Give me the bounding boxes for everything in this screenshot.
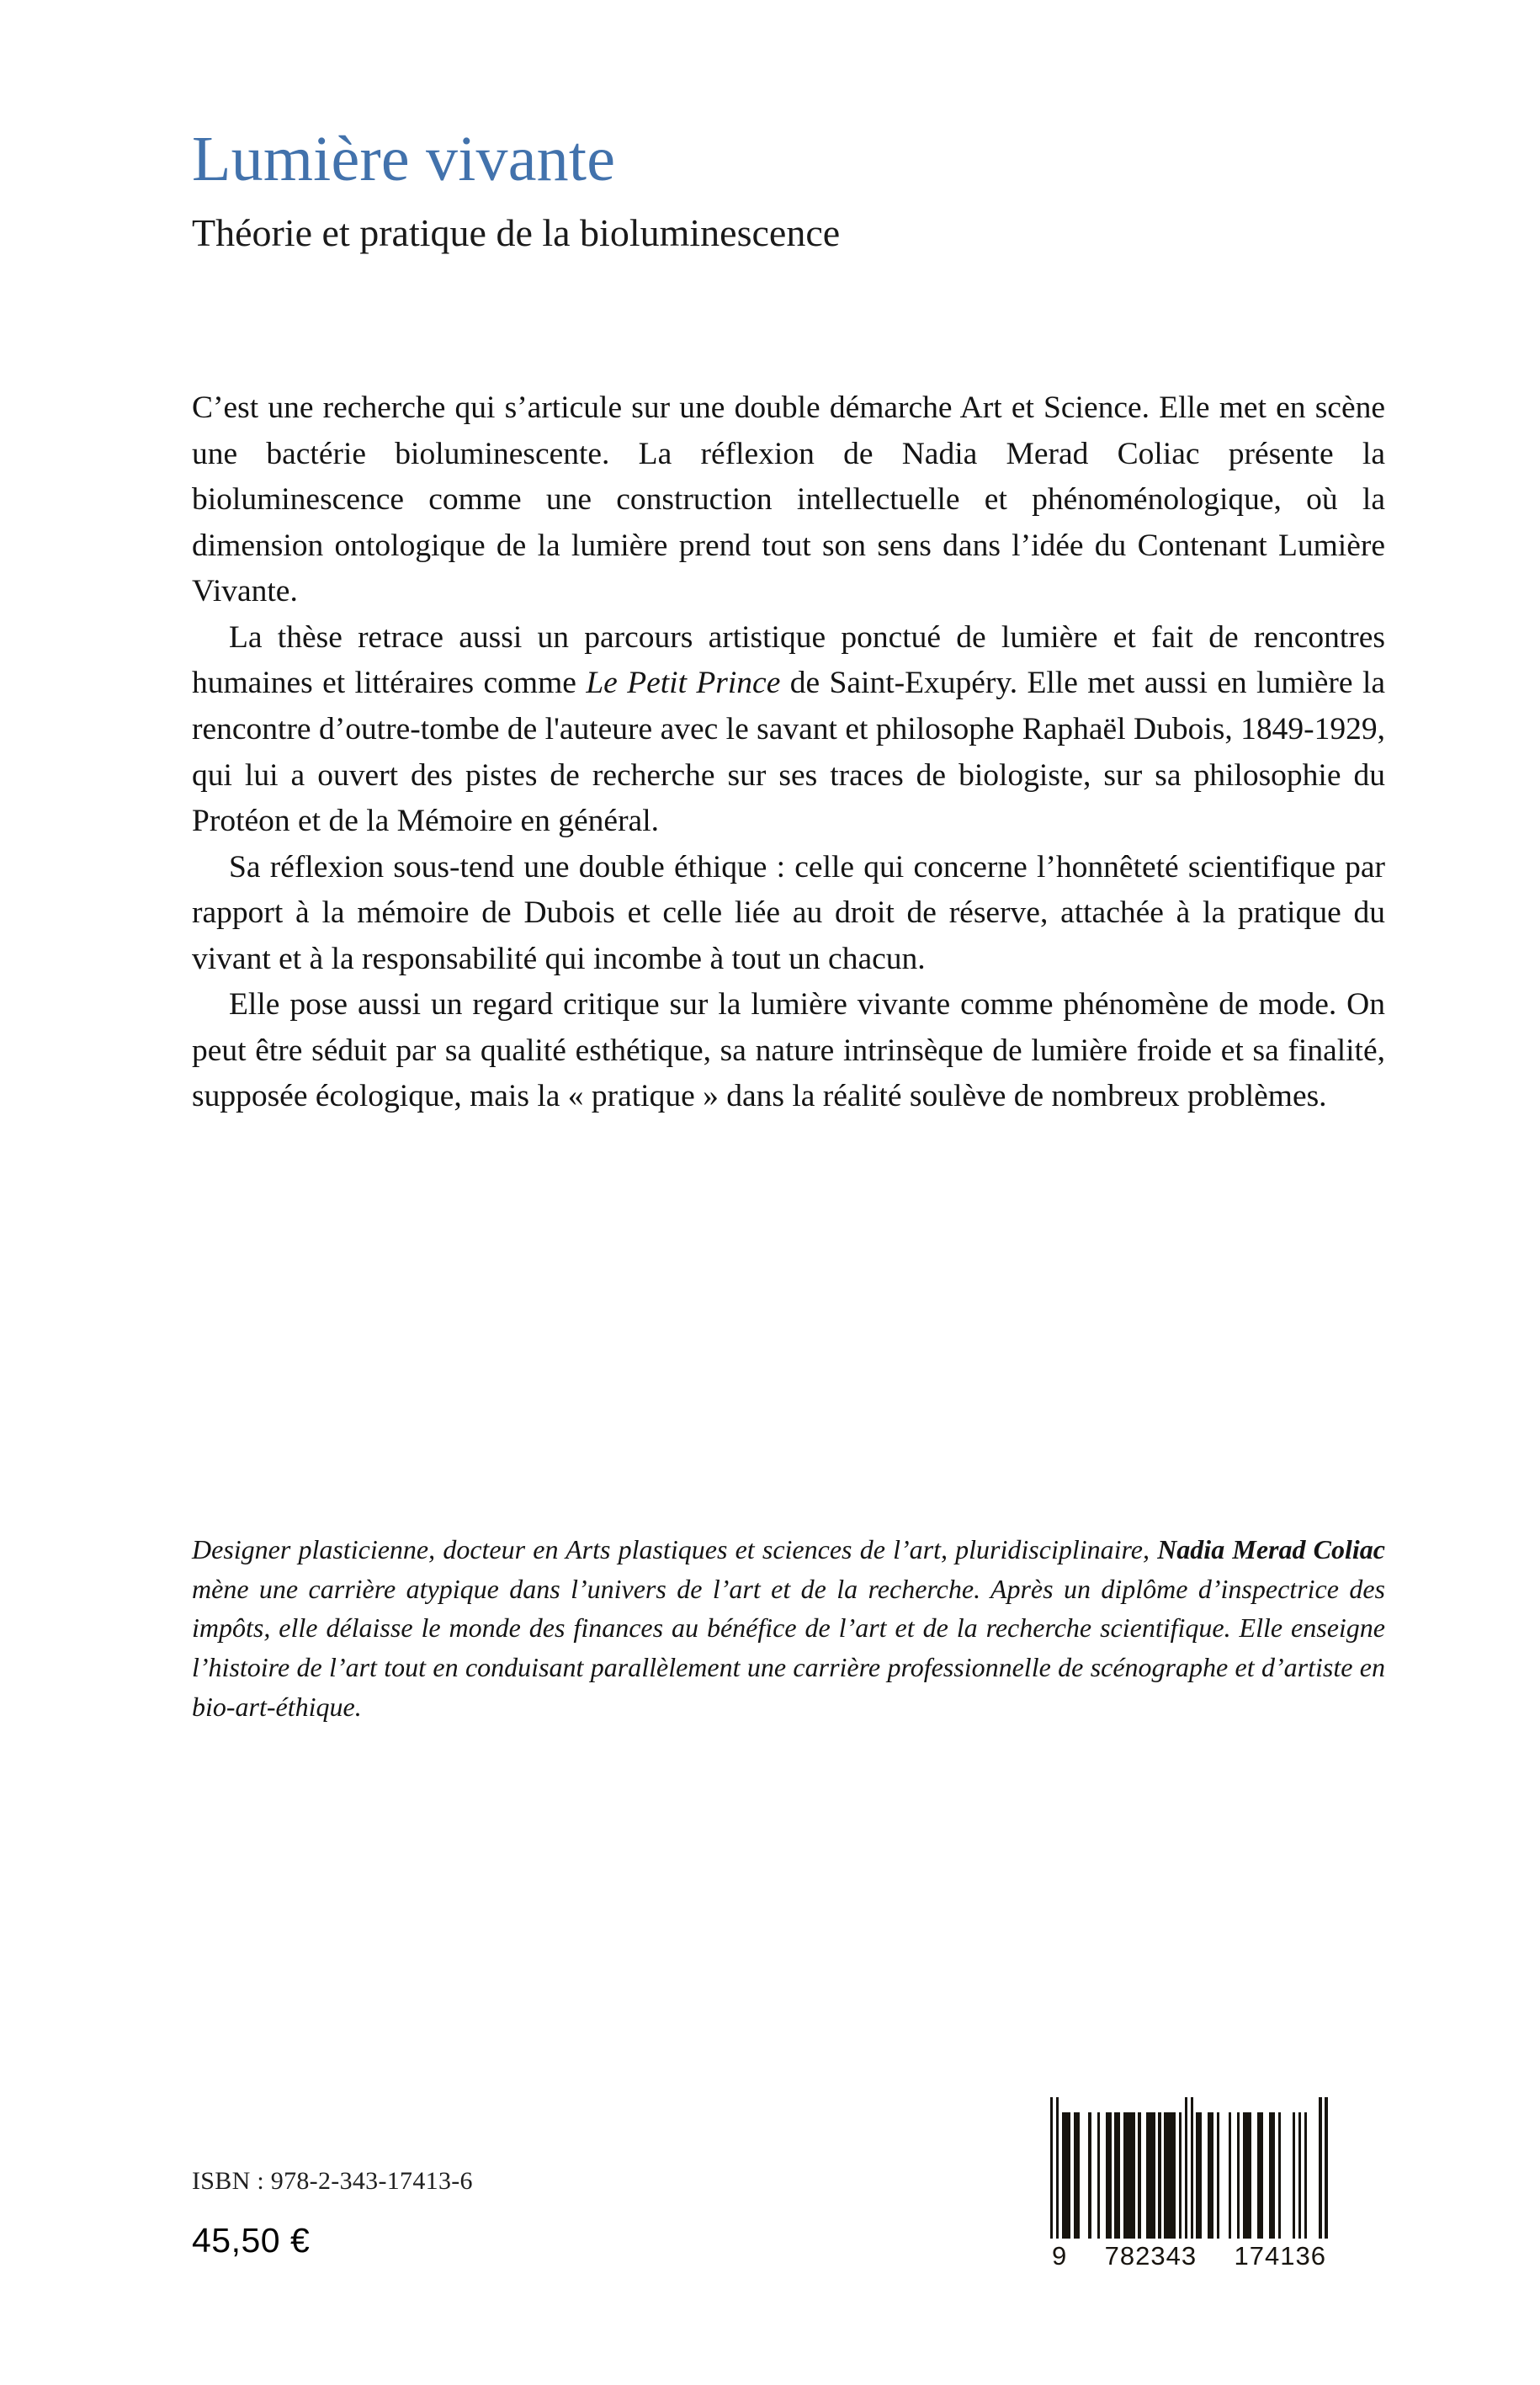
description-paragraph-3: Sa réflexion sous-tend une double éthique : celle qui concerne l’honnêteté scientifique par rapport à la mémoire de Dubois et celle liée au droit de réserve, attachée à la pratique du vivant et à la responsabilité qui incombe à tout un chacun. <box>192 849 1385 976</box>
thesis-text-before-work-title: La thèse retrace aussi un parcours artistique ponctué de lumière et fait de rencontres humaines et littéraires comme <box>192 619 1385 701</box>
description-paragraph-2 <box>192 615 1385 845</box>
barcode-bars-graphic <box>1050 2112 1328 2239</box>
page-title: Lumière vivante <box>192 124 616 194</box>
cover-header <box>192 126 1387 254</box>
isbn-text: ISBN : 978-2-343-17413-6 <box>192 2167 473 2195</box>
barcode-digits <box>1050 2241 1328 2271</box>
description-paragraph-4: Elle pose aussi un regard critique sur la lumière vivante comme phénomène de mode. On peut être séduit par sa qualité esthétique, sa nature intrinsèque de lumière froide et sa finalité, supposée écologique, mais la « pratique » dans la réalité soulève de nombreux problèmes. <box>192 987 1385 1114</box>
book-description <box>192 385 1385 1120</box>
description-paragraph-1: C’est une recherche qui s’articule sur une double démarche Art et Science. Elle met en scène une bactérie bioluminescente. La réflexion de Nadia Merad Coliac présente la bioluminescence comme une construction intellectuelle et phénoménologique, où la dimension ontologique de la lumière prend tout son sens dans l’idée du Contenant Lumière Vivante. <box>192 390 1385 609</box>
barcode-digit-left: 9 <box>1052 2241 1068 2271</box>
bio-text-before-author-name: Designer plasticienne, docteur en Arts plastiques et sciences de l’art, pluridisciplinaire, <box>192 1534 1158 1564</box>
price-text: 45,50 € <box>192 2221 311 2260</box>
ean-barcode <box>1050 2112 1328 2271</box>
barcode-digit-group-2: 174136 <box>1234 2241 1326 2271</box>
author-name: Nadia Merad Coliac <box>1157 1534 1386 1564</box>
bio-text-after-author-name: mène une carrière atypique dans l’univers de l’art et de la recherche. Après un diplôme d’inspectrice des impôts, elle délaisse le monde des finances au bénéfice de l’art et de la recherche scientifique. Elle enseigne l’histoire de l’art tout en conduisant parallèlement une carrière professionnelle de scénographe et d’artiste en bio-art-éthique. <box>192 1573 1385 1722</box>
bio-paragraph <box>192 1530 1385 1727</box>
thesis-text-after-work-title: de Saint-Exupéry. Elle met aussi en lumière la rencontre d’outre-tombe de l'auteure avec le savant et philosophe Raphaël Dubois, 1849-1929, qui lui a ouvert des pistes de recherche sur ses traces de biologiste, sur sa philosophie du Protéon et de la Mémoire en général. <box>192 666 1386 839</box>
author-biography <box>192 1530 1385 1727</box>
referenced-work-title: Le Petit Prince <box>586 666 781 701</box>
book-subtitle: Théorie et pratique de la bioluminescence <box>192 210 841 254</box>
barcode-digit-group-1: 782343 <box>1104 2241 1197 2271</box>
